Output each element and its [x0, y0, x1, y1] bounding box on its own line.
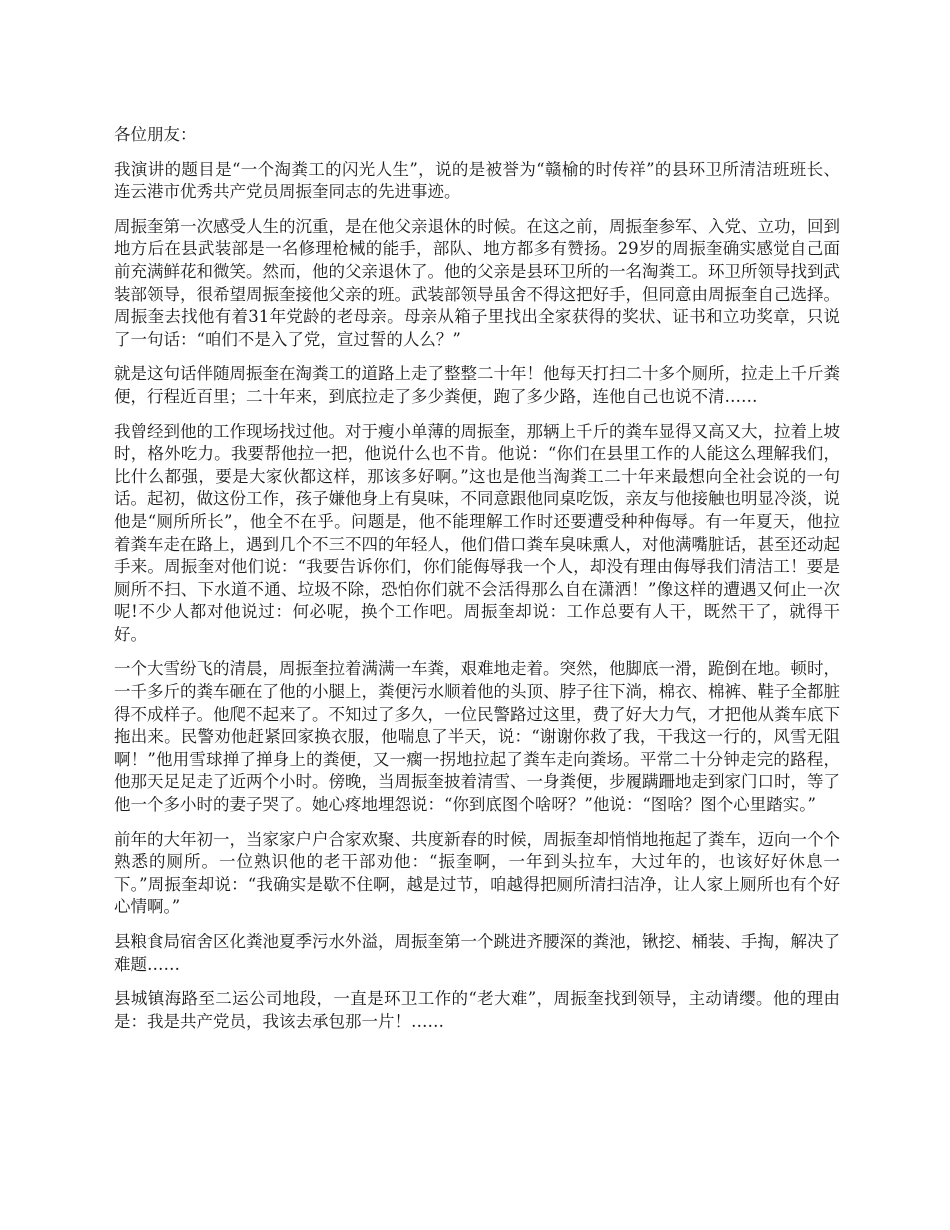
- salutation: 各位朋友：: [114, 125, 197, 144]
- paragraph-work-site: 我曾经到他的工作现场找过他。对于瘦小单薄的周振奎，那辆上千斤的粪车显得又高又大，拉着上坡时，格外吃力。我要帮他拉一把，他说什么也不肯。他说：“你们在县里工作的人能这么理解我们，比什么都强，要是大家伙都这样，那该多好啊。”这也是他当淘粪工二十年来最想向全社会说的一句话。起初，做这份工作，孩子嫌他身上有臭味，不同意跟他同桌吃饭，亲友与他接触也明显冷淡，说他是“厕所所长”，他全不在乎。问题是，他不能理解工作时还要遭受种种侮辱。有一年夏天，他拉着粪车走在路上，遇到几个不三不四的年轻人，他们借口粪车臭味熏人，对他满嘴脏话，甚至还动起手来。周振奎对他们说：“我要告诉你们，你们能侮辱我一个人，却没有理由侮辱我们清洁工！要是厕所不扫、下水道不通、垃圾不除，恐怕你们就不会活得那么自在潇洒！”像这样的遭遇又何止一次呢!不少人都对他说过：何必呢，换个工作吧。周振奎却说：工作总要有人干，既然干了，就得干好。: [114, 421, 840, 644]
- paragraph-septic-tank: 县粮食局宿舍区化粪池夏季污水外溢，周振奎第一个跳进齐腰深的粪池，锹挖、桶装、手掏，解决了难题……: [114, 932, 840, 974]
- paragraph-new-year: 前年的大年初一，当家家户户合家欢聚、共度新春的时候，周振奎却悄悄地拖起了粪车，迈向一个个熟悉的厕所。一位熟识他的老干部劝他：“振奎啊，一年到头拉车，大过年的，也该好好休息一下。”周振奎却说：“我确实是歇不住啊，越是过节，咱越得把厕所清扫洁净，让人家上厕所也有个好心情啊。”: [114, 829, 840, 917]
- paragraph-twenty-years: 就是这句话伴随周振奎在淘粪工的道路上走了整整二十年！他每天打扫二十多个厕所，拉走上千斤粪便，行程近百里；二十年来，到底拉走了多少粪便，跑了多少路，连他自己也说不清……: [114, 364, 840, 406]
- paragraph-volunteer: 县城镇海路至二运公司地段，一直是环卫工作的“老大难”，周振奎找到领导，主动请缨。他的理由是：我是共产党员，我该去承包那一片！……: [114, 989, 840, 1031]
- paragraph-background: 周振奎第一次感受人生的沉重，是在他父亲退休的时候。在这之前，周振奎参军、入党、立功，回到地方后在县武装部是一名修理枪械的能手，部队、地方都多有赞扬。29岁的周振奎确实感觉自己面前充满鲜花和微笑。然而，他的父亲退休了。他的父亲是县环卫所的一名淘粪工。环卫所领导找到武装部领导，很希望周振奎接他父亲的班。武装部领导虽舍不得这把好手，但同意由周振奎自己选择。周振奎去找他有着31年党龄的老母亲。母亲从箱子里找出全家获得的奖状、证书和立功奖章，只说了一句话：“咱们不是入了党，宣过誓的人么？”: [114, 216, 840, 349]
- paragraph-snowy-morning: 一个大雪纷飞的清晨，周振奎拉着满满一车粪，艰难地走着。突然，他脚底一滑，跪倒在地。顿时，一千多斤的粪车砸在了他的小腿上，粪便污水顺着他的头顶、脖子往下淌，棉衣、棉裤、鞋子全都脏得不成样子。他爬不起来了。不知过了多久，一位民警路过这里，费了好大力气，才把他从粪车底下拖出来。民警劝他赶紧回家换衣服，他喘息了半天，说：“谢谢你救了我，干我这一行的，风雪无阻啊！”他用雪球掸了掸身上的粪便，又一瘸一拐地拉起了粪车走向粪场。平常二十分钟走完的路程，他那天足足走了近两个小时。傍晚，当周振奎披着清雪、一身粪便，步履蹒跚地走到家门口时，等了他一个多小时的妻子哭了。她心疼地埋怨说：“你到底图个啥呀？”他说：“图啥？图个心里踏实。”: [114, 659, 840, 815]
- paragraph-topic: 我演讲的题目是“一个淘粪工的闪光人生”，说的是被誉为“赣榆的时传祥”的县环卫所清洁班班长、连云港市优秀共产党员周振奎同志的先进事迹。: [114, 159, 840, 202]
- document-body: [114, 124, 840, 1045]
